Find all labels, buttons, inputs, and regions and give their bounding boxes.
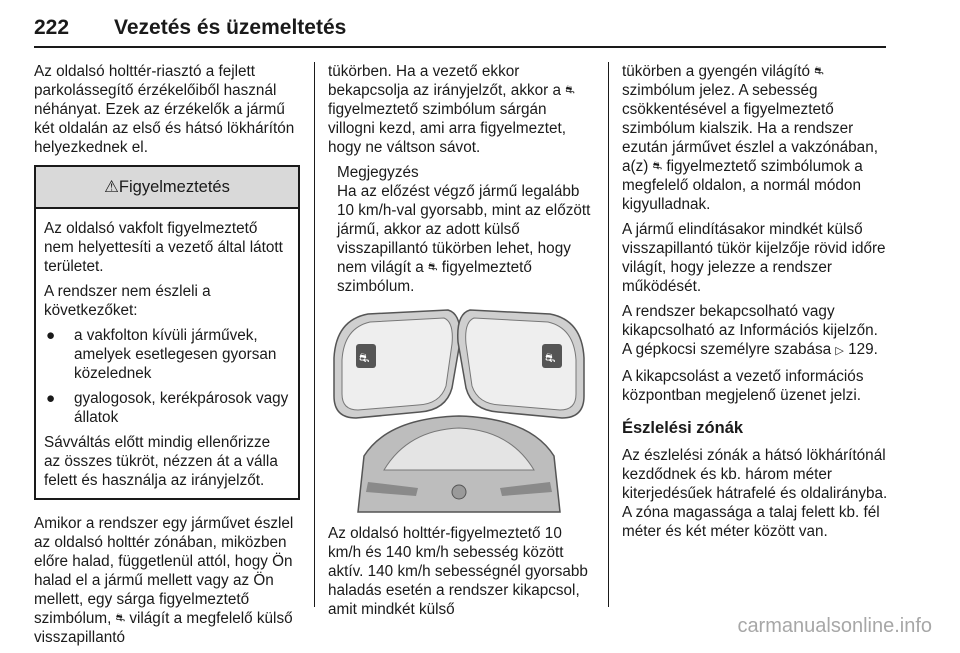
note-block — [328, 163, 596, 296]
note-text — [337, 182, 596, 296]
body-paragraph: A kikapcsolást a vezető információs központban megjelenő üzenet jelzi. — [622, 368, 864, 404]
warning-bullet — [44, 389, 290, 427]
body-paragraph — [622, 62, 890, 214]
body-text: A rendszer bekapcsolható vagy kikapcsolható az Információs kijelzőn. A gépkocsi személyre szabása — [622, 303, 878, 358]
side-blind-spot-icon: ⛐ — [565, 84, 575, 96]
intro-paragraph: Az oldalsó holttér-riasztó a fejlett parkolássegítő érzékelőiből használ néhányat. Ezek az érzékelők a jármű két oldalán az első és hátsó lökhárítón helyezkednek el. — [34, 63, 295, 156]
body-text: szimbólum jelez. A sebesség csökkentésével a figyelmeztető szimbólum kialszik. Ha a rendszer ezután járművet észlel a vakzónában, a(z) — [622, 82, 878, 175]
page-header — [34, 14, 886, 48]
warning-title: Figyelmeztetés — [118, 178, 230, 196]
warning-text: Az oldalsó vakfolt figyelmeztető nem helyettesíti a vezető által látott területet. — [44, 220, 283, 275]
bullet-icon: ● — [46, 327, 56, 344]
body-paragraph: Az oldalsó holttér-figyelmeztető 10 km/h és 140 km/h sebesség között aktív. 140 km/h sebességnél gyorsabb haladás esetén a rendszer kikapcsol, amit mindkét külső — [328, 525, 588, 618]
body-paragraph: A jármű elindításakor mindkét külső visszapillantó tükör kijelzője rövid időre világít, hogy jelezze a rendszer működését. — [622, 221, 886, 295]
right-mirror-warning-symbol: ⛐ — [545, 351, 556, 365]
body-text: tükörben. Ha a vezető ekkor bekapcsolja az irányjelzőt, akkor a — [328, 63, 561, 99]
body-text: figyelmeztető szimbólum sárgán villogni kezd, ami arra figyelmeztet, hogy ne váltson sávot. — [328, 101, 567, 156]
side-blind-spot-icon: ⛐ — [652, 160, 663, 172]
section-title: Észlelési zónák — [622, 419, 744, 437]
page-number: 222 — [34, 16, 70, 39]
body-text: világít a megfelelő külső visszapillantó — [34, 610, 293, 646]
body-paragraph — [34, 514, 300, 647]
column-1 — [34, 62, 300, 653]
warning-box — [34, 165, 300, 500]
note-title: Megjegyzés — [337, 164, 419, 181]
page-reference-link[interactable]: 129. — [848, 341, 878, 358]
warning-text: A rendszer nem észleli a következőket: — [44, 283, 211, 319]
body-paragraph — [622, 302, 890, 361]
warning-icon: ⚠ — [104, 178, 119, 196]
note-text-part: figyelmeztető szimbólum. — [337, 259, 532, 295]
side-blind-spot-icon: ⛐ — [427, 261, 438, 273]
chapter-title: Vezetés és üzemeltetés — [114, 16, 347, 39]
body-text: figyelmeztető szimbólumok a megfelelő oldalon, a normál módon kigyulladnak. — [622, 158, 863, 213]
note-text-part: Ha az előzést végző jármű legalább 10 km/h-val gyorsabb, mint az előzött jármű, akkor az adott külső visszapillantó tükörben lehet, hogy nem világít a — [337, 183, 591, 276]
warning-header — [36, 167, 298, 209]
bullet-icon: ● — [46, 390, 56, 407]
warning-text: Sávváltás előtt mindig ellenőrizze az összes tükröt, nézzen át a válla felett és használja az irányjelzőt. — [44, 434, 278, 489]
mirror-illustration — [328, 306, 590, 516]
bullet-text: gyalogosok, kerékpárosok vagy állatok — [74, 390, 289, 426]
column-3 — [622, 62, 890, 547]
watermark: carmanualsonline.info — [737, 615, 932, 637]
warning-body — [36, 209, 298, 498]
body-paragraph — [328, 62, 596, 157]
body-text: tükörben a gyengén világító — [622, 63, 810, 80]
side-blind-spot-icon: ⛐ — [814, 65, 824, 77]
left-mirror-warning-symbol: ⛐ — [359, 351, 370, 365]
car-logo — [452, 485, 466, 499]
warning-bullet — [44, 326, 290, 383]
column-2 — [328, 62, 596, 625]
column-divider — [314, 62, 315, 607]
body-paragraph: Az észlelési zónák a hátsó lökhárítónál kezdődnek és kb. három méter kiterjedésűek hátrafelé és oldalirányba. A zóna magassága a talaj felett kb. fél méter és két méter között van. — [622, 447, 888, 540]
body-text: Amikor a rendszer egy járművet észlel az oldalsó holttér zónában, miközben előre halad, függetlenül attól, hogy Ön halad el a jármű mellett vagy az Ön mellett, egy sárga figyelmeztető szimbólum, — [34, 515, 294, 627]
reference-arrow-icon: ▷ — [835, 345, 844, 357]
side-blind-spot-icon: ⛐ — [115, 612, 126, 624]
column-divider — [608, 62, 609, 607]
bullet-text: a vakfolton kívüli járművek, amelyek esetlegesen gyorsan közelednek — [74, 327, 277, 382]
